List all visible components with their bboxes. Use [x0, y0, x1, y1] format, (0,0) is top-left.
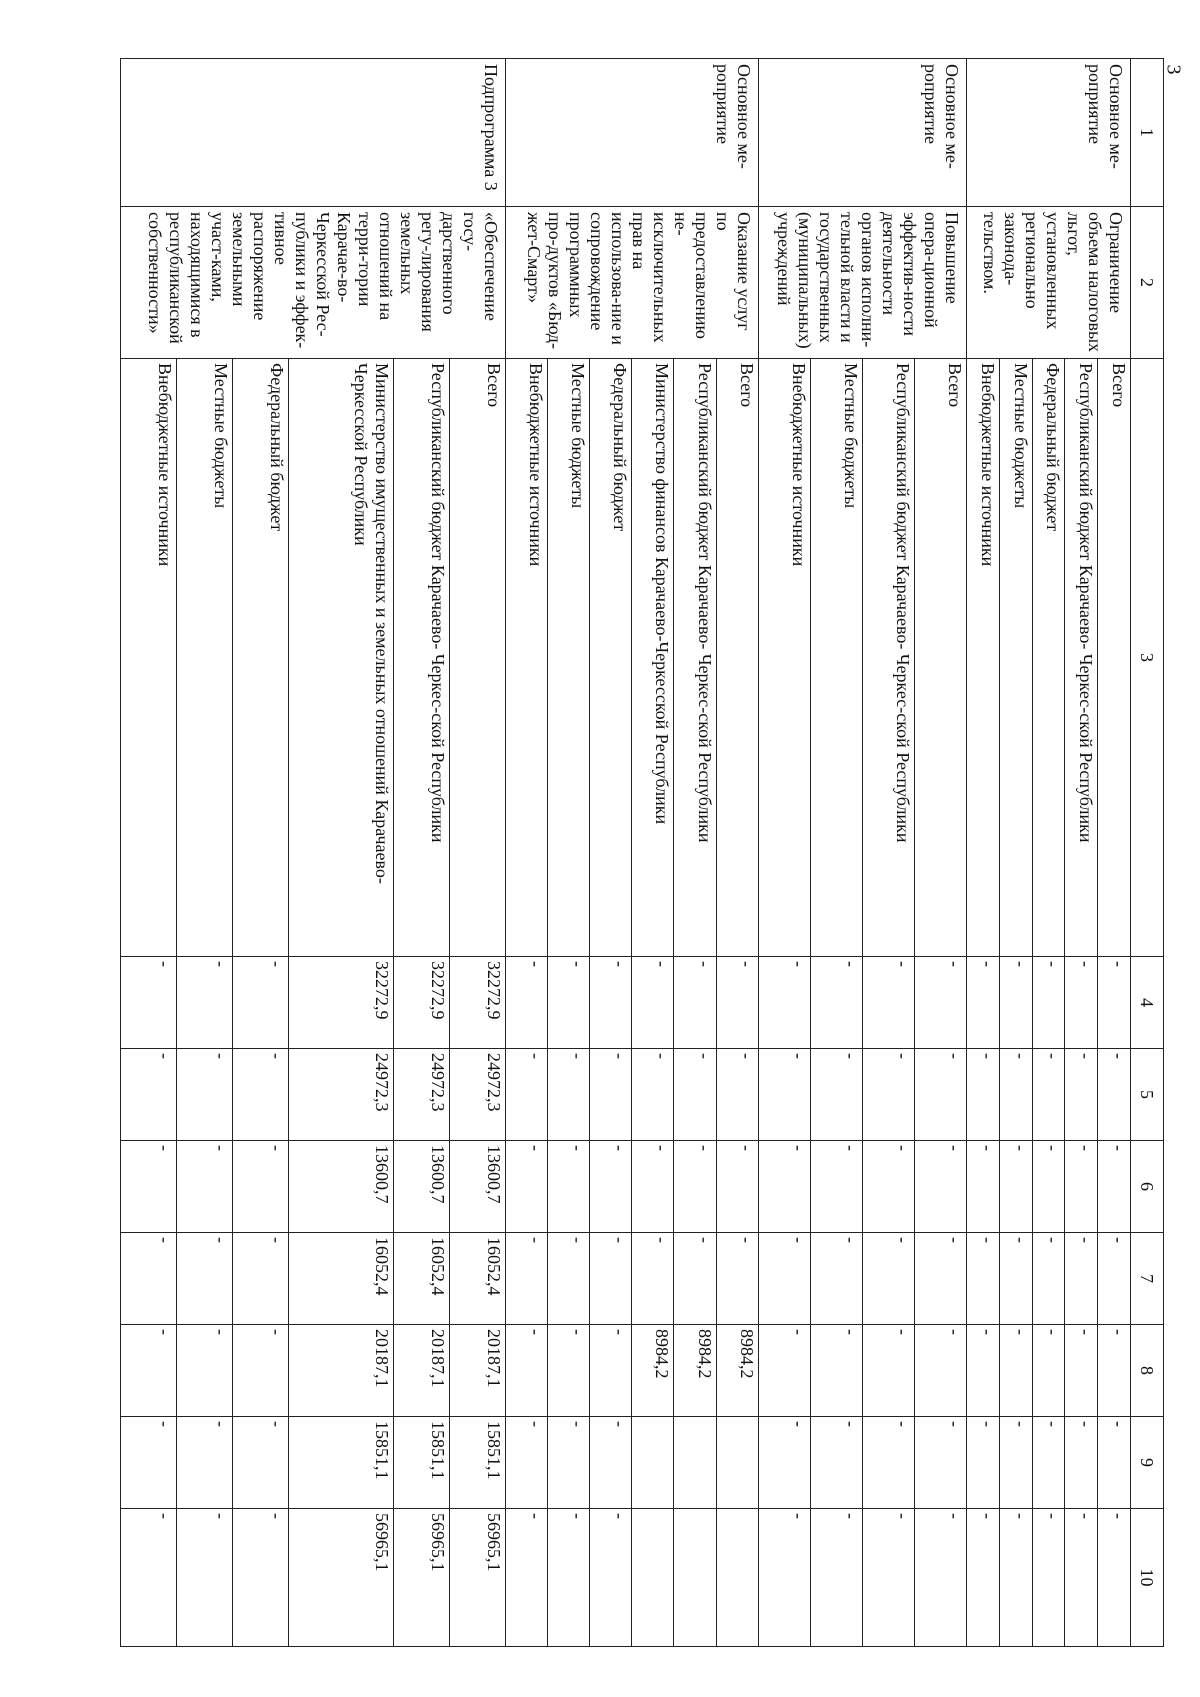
header-col-10: 10 [1131, 1509, 1164, 1647]
value-cell: 24972,3 [450, 1049, 506, 1141]
table-row [450, 59, 506, 1647]
value-cell: 56965,1 [394, 1509, 450, 1647]
value-cell: - [674, 1141, 716, 1233]
value-cell: 32272,9 [289, 957, 394, 1049]
value-cell: - [590, 1325, 632, 1417]
value-cell: - [1065, 1233, 1098, 1325]
value-cell: - [1032, 1141, 1065, 1233]
value-cell: - [758, 1417, 810, 1509]
funding-source-cell: Всего [450, 359, 506, 957]
value-cell: 20187,1 [394, 1325, 450, 1417]
value-cell: - [121, 1509, 177, 1647]
funding-source-cell: Республиканский бюджет Карачаево- Черкес-ской Республики [862, 359, 914, 957]
value-cell: - [810, 1049, 862, 1141]
value-cell: - [590, 1417, 632, 1509]
value-cell: - [632, 1049, 674, 1141]
value-cell: - [1098, 1141, 1131, 1233]
value-cell: - [966, 1233, 999, 1325]
value-cell: 13600,7 [450, 1141, 506, 1233]
value-cell: - [548, 1325, 590, 1417]
value-cell: - [810, 1141, 862, 1233]
table-row [914, 59, 966, 1647]
funding-source-cell: Федеральный бюджет [233, 359, 289, 957]
value-cell: - [914, 1417, 966, 1509]
value-cell: - [233, 1049, 289, 1141]
funding-source-cell: Всего [914, 359, 966, 957]
measure-type-cell: Основное ме-роприятие [758, 59, 966, 207]
measure-name-cell: Ограничение объема налоговых льгот, установленных регионально законода-тельством. [966, 207, 1130, 359]
value-cell: 16052,4 [450, 1233, 506, 1325]
value-cell: - [966, 1509, 999, 1647]
value-cell: - [810, 957, 862, 1049]
value-cell: - [548, 1141, 590, 1233]
value-cell: - [233, 957, 289, 1049]
funding-source-cell: Республиканский бюджет Карачаево- Черкес-ской Республики [674, 359, 716, 957]
value-cell: - [1065, 1417, 1098, 1509]
funding-source-cell: Министерство имущественных и земельных отношений Карачаево-Черкесской Республики [289, 359, 394, 957]
value-cell: - [758, 957, 810, 1049]
funding-source-cell: Всего [1098, 359, 1131, 957]
value-cell: - [716, 1141, 758, 1233]
value-cell: 8984,2 [716, 1325, 758, 1417]
value-cell: - [810, 1509, 862, 1647]
value-cell [632, 1509, 674, 1647]
value-cell: - [758, 1141, 810, 1233]
measure-type-cell: Основное ме-роприятие [966, 59, 1130, 207]
value-cell: - [121, 1049, 177, 1141]
value-cell: - [914, 1049, 966, 1141]
funding-source-cell: Республиканский бюджет Карачаево- Черкес-ской Республики [1065, 359, 1098, 957]
header-row [1131, 59, 1164, 1647]
value-cell: - [674, 1233, 716, 1325]
value-cell: - [121, 957, 177, 1049]
value-cell: - [999, 1141, 1032, 1233]
funding-source-cell: Внебюджетные источники [758, 359, 810, 957]
value-cell: - [233, 1417, 289, 1509]
funding-source-cell: Местные бюджеты [810, 359, 862, 957]
value-cell: - [966, 957, 999, 1049]
value-cell: 15851,1 [394, 1417, 450, 1509]
value-cell: 15851,1 [289, 1417, 394, 1509]
value-cell: - [632, 957, 674, 1049]
header-col-8: 8 [1131, 1325, 1164, 1417]
value-cell: - [1065, 957, 1098, 1049]
value-cell: 8984,2 [674, 1325, 716, 1417]
value-cell: - [1032, 1509, 1065, 1647]
measure-name-cell: «Обеспечение госу-дарственного регу-лирования земельных отношений на терри-тории Карачае-во-Черкесской Рес-публики и эффек-тивное распоряжение земельными участ-ками, находящимися в республиканской собственности» [121, 207, 506, 359]
value-cell: - [177, 1233, 233, 1325]
value-cell: - [177, 1509, 233, 1647]
page-number: 3 [1162, 64, 1185, 75]
value-cell: - [548, 1233, 590, 1325]
value-cell: 24972,3 [289, 1049, 394, 1141]
value-cell: - [999, 1417, 1032, 1509]
value-cell: - [810, 1233, 862, 1325]
value-cell [632, 1417, 674, 1509]
value-cell: - [1032, 1233, 1065, 1325]
value-cell: - [548, 1509, 590, 1647]
value-cell: 13600,7 [289, 1141, 394, 1233]
value-cell: - [121, 1233, 177, 1325]
value-cell: 32272,9 [394, 957, 450, 1049]
value-cell: - [914, 957, 966, 1049]
value-cell: - [1032, 1049, 1065, 1141]
value-cell: 20187,1 [450, 1325, 506, 1417]
value-cell: - [1065, 1509, 1098, 1647]
value-cell: - [177, 1049, 233, 1141]
funding-source-cell: Федеральный бюджет [590, 359, 632, 957]
value-cell: - [1032, 1417, 1065, 1509]
value-cell: - [1065, 1325, 1098, 1417]
value-cell: 15851,1 [450, 1417, 506, 1509]
value-cell: 16052,4 [394, 1233, 450, 1325]
value-cell: 20187,1 [289, 1325, 394, 1417]
value-cell: - [506, 1509, 548, 1647]
value-cell: - [862, 1233, 914, 1325]
value-cell: - [999, 1325, 1032, 1417]
header-col-9: 9 [1131, 1417, 1164, 1509]
value-cell: - [966, 1141, 999, 1233]
header-col-7: 7 [1131, 1233, 1164, 1325]
value-cell: - [121, 1141, 177, 1233]
value-cell: - [966, 1325, 999, 1417]
value-cell [674, 1417, 716, 1509]
value-cell: - [548, 957, 590, 1049]
value-cell: - [862, 1325, 914, 1417]
value-cell: - [674, 957, 716, 1049]
header-col-3: 3 [1131, 359, 1164, 957]
value-cell: - [590, 1509, 632, 1647]
header-col-1: 1 [1131, 59, 1164, 207]
value-cell: - [716, 957, 758, 1049]
value-cell: - [506, 1233, 548, 1325]
funding-source-cell: Внебюджетные источники [121, 359, 177, 957]
value-cell: - [914, 1141, 966, 1233]
value-cell: - [506, 1325, 548, 1417]
value-cell: - [862, 957, 914, 1049]
value-cell: 13600,7 [394, 1141, 450, 1233]
value-cell: - [914, 1509, 966, 1647]
value-cell [674, 1509, 716, 1647]
value-cell: - [548, 1049, 590, 1141]
value-cell: - [1098, 1049, 1131, 1141]
value-cell: - [233, 1141, 289, 1233]
value-cell: - [177, 957, 233, 1049]
value-cell: - [1098, 1509, 1131, 1647]
value-cell: 56965,1 [289, 1509, 394, 1647]
value-cell: - [758, 1325, 810, 1417]
value-cell: - [999, 957, 1032, 1049]
value-cell: - [590, 1049, 632, 1141]
value-cell: 32272,9 [450, 957, 506, 1049]
value-cell: - [177, 1417, 233, 1509]
value-cell: 8984,2 [632, 1325, 674, 1417]
value-cell: - [810, 1325, 862, 1417]
value-cell: - [758, 1233, 810, 1325]
value-cell: - [590, 1233, 632, 1325]
value-cell: - [233, 1325, 289, 1417]
value-cell: - [590, 1141, 632, 1233]
budget-table [120, 58, 1164, 1647]
value-cell: - [632, 1233, 674, 1325]
value-cell: - [233, 1509, 289, 1647]
value-cell: - [914, 1233, 966, 1325]
value-cell: - [999, 1049, 1032, 1141]
value-cell: - [914, 1325, 966, 1417]
value-cell: 24972,3 [394, 1049, 450, 1141]
value-cell: - [674, 1049, 716, 1141]
value-cell: - [1098, 1325, 1131, 1417]
value-cell: - [590, 957, 632, 1049]
funding-source-cell: Внебюджетные источники [966, 359, 999, 957]
rotated-table-container [120, 58, 1164, 1646]
value-cell: - [758, 1049, 810, 1141]
value-cell: 56965,1 [450, 1509, 506, 1647]
funding-source-cell: Республиканский бюджет Карачаево- Черкес-ской Республики [394, 359, 450, 957]
value-cell: - [177, 1141, 233, 1233]
header-col-5: 5 [1131, 1049, 1164, 1141]
funding-source-cell: Федеральный бюджет [1032, 359, 1065, 957]
value-cell: - [506, 957, 548, 1049]
value-cell: - [548, 1417, 590, 1509]
value-cell: - [716, 1233, 758, 1325]
value-cell: - [862, 1417, 914, 1509]
measure-type-cell: Подпрограмма 3 [121, 59, 506, 207]
value-cell: - [1065, 1141, 1098, 1233]
value-cell: - [999, 1233, 1032, 1325]
value-cell: - [1032, 957, 1065, 1049]
header-col-4: 4 [1131, 957, 1164, 1049]
funding-source-cell: Всего [716, 359, 758, 957]
value-cell: - [966, 1049, 999, 1141]
value-cell: - [121, 1325, 177, 1417]
value-cell: - [177, 1325, 233, 1417]
value-cell: - [810, 1417, 862, 1509]
value-cell: - [1098, 1233, 1131, 1325]
table-row [1098, 59, 1131, 1647]
value-cell: - [121, 1417, 177, 1509]
value-cell [716, 1417, 758, 1509]
value-cell: - [632, 1141, 674, 1233]
value-cell: - [506, 1049, 548, 1141]
funding-source-cell: Министерство финансов Карачаево-Черкесской Республики [632, 359, 674, 957]
value-cell: - [862, 1509, 914, 1647]
value-cell: 16052,4 [289, 1233, 394, 1325]
funding-source-cell: Местные бюджеты [999, 359, 1032, 957]
value-cell: - [1098, 1417, 1131, 1509]
table-row [716, 59, 758, 1647]
value-cell: - [999, 1509, 1032, 1647]
value-cell: - [1098, 957, 1131, 1049]
value-cell: - [716, 1049, 758, 1141]
value-cell: - [506, 1141, 548, 1233]
value-cell: - [966, 1417, 999, 1509]
value-cell: - [862, 1141, 914, 1233]
value-cell: - [1065, 1049, 1098, 1141]
funding-source-cell: Местные бюджеты [548, 359, 590, 957]
funding-source-cell: Местные бюджеты [177, 359, 233, 957]
header-col-6: 6 [1131, 1141, 1164, 1233]
value-cell: - [506, 1417, 548, 1509]
measure-type-cell: Основное ме-роприятие [506, 59, 758, 207]
value-cell: - [758, 1509, 810, 1647]
header-col-2: 2 [1131, 207, 1164, 359]
funding-source-cell: Внебюджетные источники [506, 359, 548, 957]
value-cell: - [1032, 1325, 1065, 1417]
measure-name-cell: Оказание услуг по предоставлению не-исключительных прав на использова-ние и сопровождение программных про-дуктов «Бюд-жет-Смарт» [506, 207, 758, 359]
measure-name-cell: Повышение опера-ционной эффектив-ности деятельности органов исполни-тельной власти и государственных (муниципальных) учреждений [758, 207, 966, 359]
value-cell: - [862, 1049, 914, 1141]
value-cell [716, 1509, 758, 1647]
value-cell: - [233, 1233, 289, 1325]
